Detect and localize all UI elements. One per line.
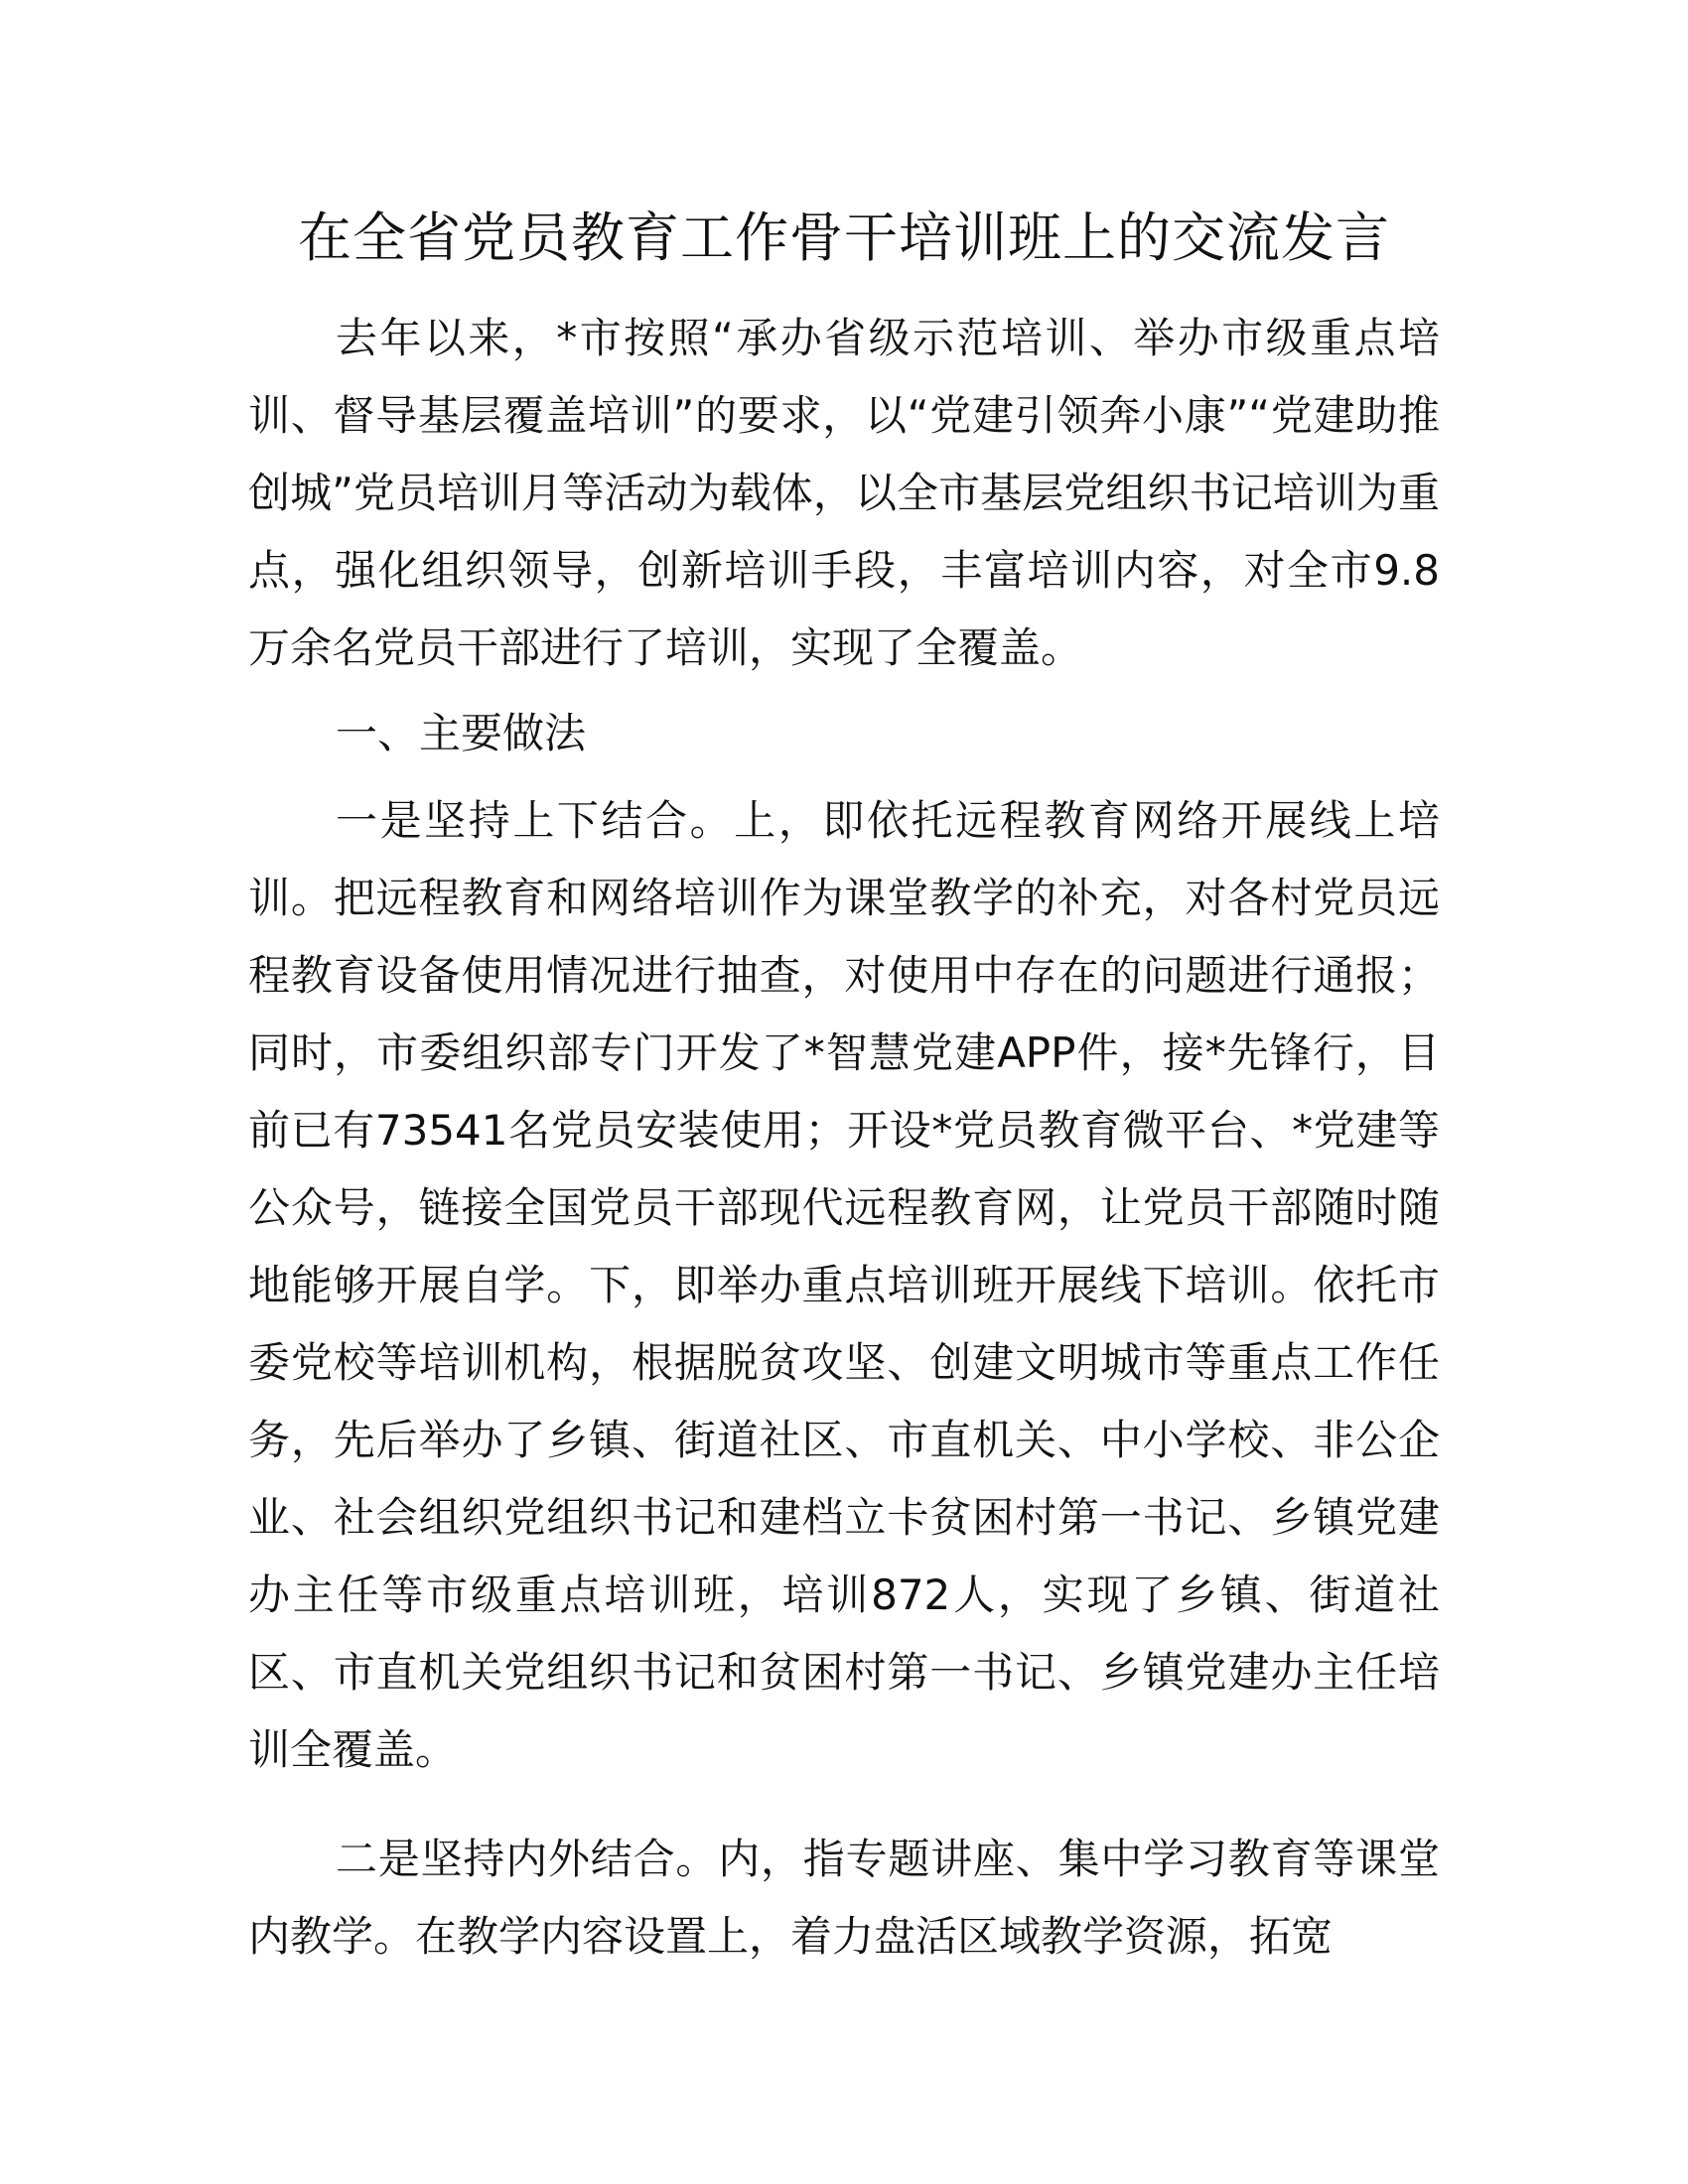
section-heading: 一、主要做法 bbox=[336, 709, 587, 757]
paragraph-point-two: 二是坚持内外结合。内，指专题讲座、集中学习教育等课堂内教学。在教学内容设置上，着力盘活区域教学资源，拓宽 bbox=[248, 1835, 1440, 1961]
paragraph-intro: 去年以来，*市按照“承办省级示范培训、举办市级重点培训、督导基层覆盖培训”的要求，以“党建引领奔小康”“党建助推创城”党员培训月等活动为载体，以全市基层党组织书记培训为重点，强化组织领导，创新培训手段，丰富培训内容，对全市9.8万余名党员干部进行了培训，实现了全覆盖。 bbox=[248, 314, 1440, 672]
document-title: 在全省党员教育工作骨干培训班上的交流发言 bbox=[298, 206, 1390, 269]
paragraph-point-one: 一是坚持上下结合。上，即依托远程教育网络开展线上培训。把远程教育和网络培训作为课堂教学的补充，对各村党员远程教育设备使用情况进行抽查，对使用中存在的问题进行通报；同时，市委组织部专门开发了*智慧党建APP件，接*先锋行，目前已有73541名党员安装使用；开设*党员教育微平台、*党建等公众号，链接全国党员干部现代远程教育网，让党员干部随时随地能够开展自学。下，即举办重点培训班开展线下培训。依托市委党校等培训机构，根据脱贫攻坚、创建文明城市等重点工作任务，先后举办了乡镇、街道社区、市直机关、中小学校、非公企业、社会组织党组织书记和建档立卡贫困村第一书记、乡镇党建办主任等市级重点培训班，培训872人，实现了乡镇、街道社区、市直机关党组织书记和贫困村第一书记、乡镇党建办主任培训全覆盖。 bbox=[248, 796, 1440, 1774]
